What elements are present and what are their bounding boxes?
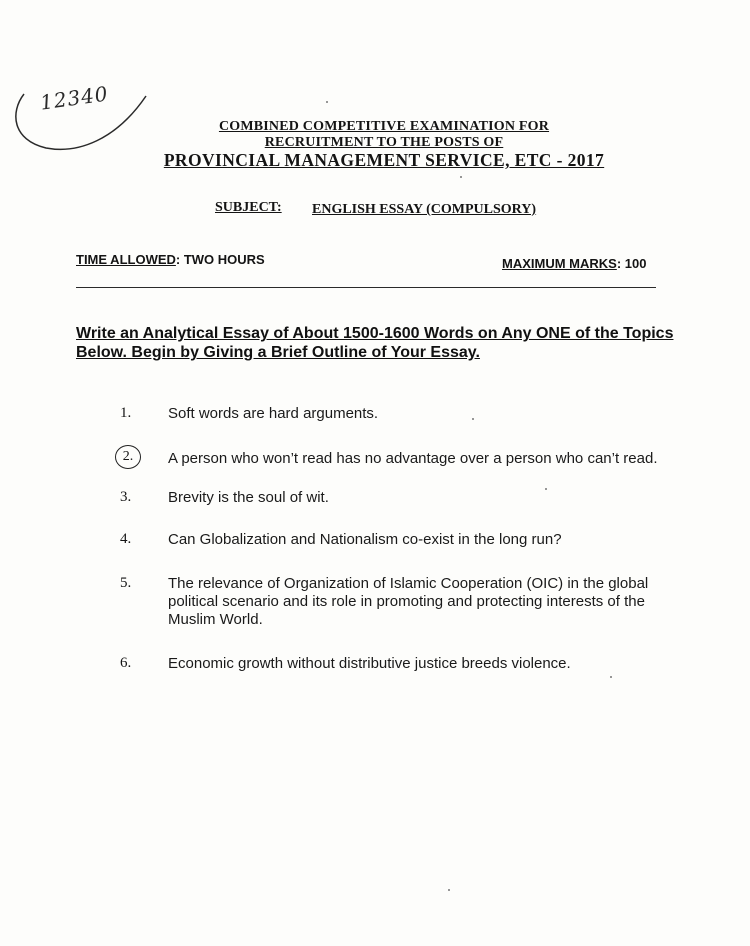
topic-text: Can Globalization and Nationalism co-exist in the long run? (168, 531, 562, 548)
exam-title-line-2: RECRUITMENT TO THE POSTS OF (264, 135, 504, 150)
topic-number-circled: 2. (115, 445, 141, 469)
time-allowed (76, 252, 265, 267)
maximum-marks (502, 256, 646, 271)
scan-speck (326, 101, 328, 103)
scan-speck (448, 889, 450, 891)
scan-speck (460, 176, 462, 178)
divider-line (76, 287, 656, 288)
time-allowed-value: : TWO HOURS (175, 252, 265, 267)
topic-text: Brevity is the soul of wit. (168, 489, 329, 506)
scan-speck (610, 676, 612, 678)
topic-text: The relevance of Organization of Islamic Cooperation (OIC) in the global political scenario and its role in promoting and protecting interests of the Muslim World. (168, 575, 649, 628)
exam-title-line-1: COMBINED COMPETITIVE EXAMINATION FOR (218, 119, 550, 134)
maximum-marks-value: : 100 (616, 256, 647, 271)
topic-number: 3. (120, 489, 132, 505)
topic-number: 5. (120, 575, 132, 591)
time-allowed-label: TIME ALLOWED (76, 252, 176, 267)
topic-number: 1. (120, 405, 132, 421)
topic-text: Soft words are hard arguments. (168, 405, 379, 422)
topic-text: Economic growth without distributive justice breeds violence. (168, 655, 571, 672)
handwritten-roll-number: 12340 (38, 81, 110, 115)
exam-title-line-3: PROVINCIAL MANAGEMENT SERVICE, ETC - 2017 (163, 150, 605, 170)
maximum-marks-label: MAXIMUM MARKS (502, 256, 617, 271)
topic-number: 6. (120, 655, 132, 671)
essay-instruction: Write an Analytical Essay of About 1500-1600 Words on Any ONE of the Topics Below. Begin by Giving a Brief Outline of Your Essay. (76, 325, 674, 361)
scan-speck (472, 418, 474, 420)
scan-speck (545, 488, 547, 490)
subject-value: ENGLISH ESSAY (COMPULSORY) (312, 202, 537, 217)
topic-number: 4. (120, 531, 132, 547)
subject-label: SUBJECT: (215, 200, 282, 215)
topic-text: A person who won’t read has no advantage over a person who can’t read. (168, 450, 658, 467)
